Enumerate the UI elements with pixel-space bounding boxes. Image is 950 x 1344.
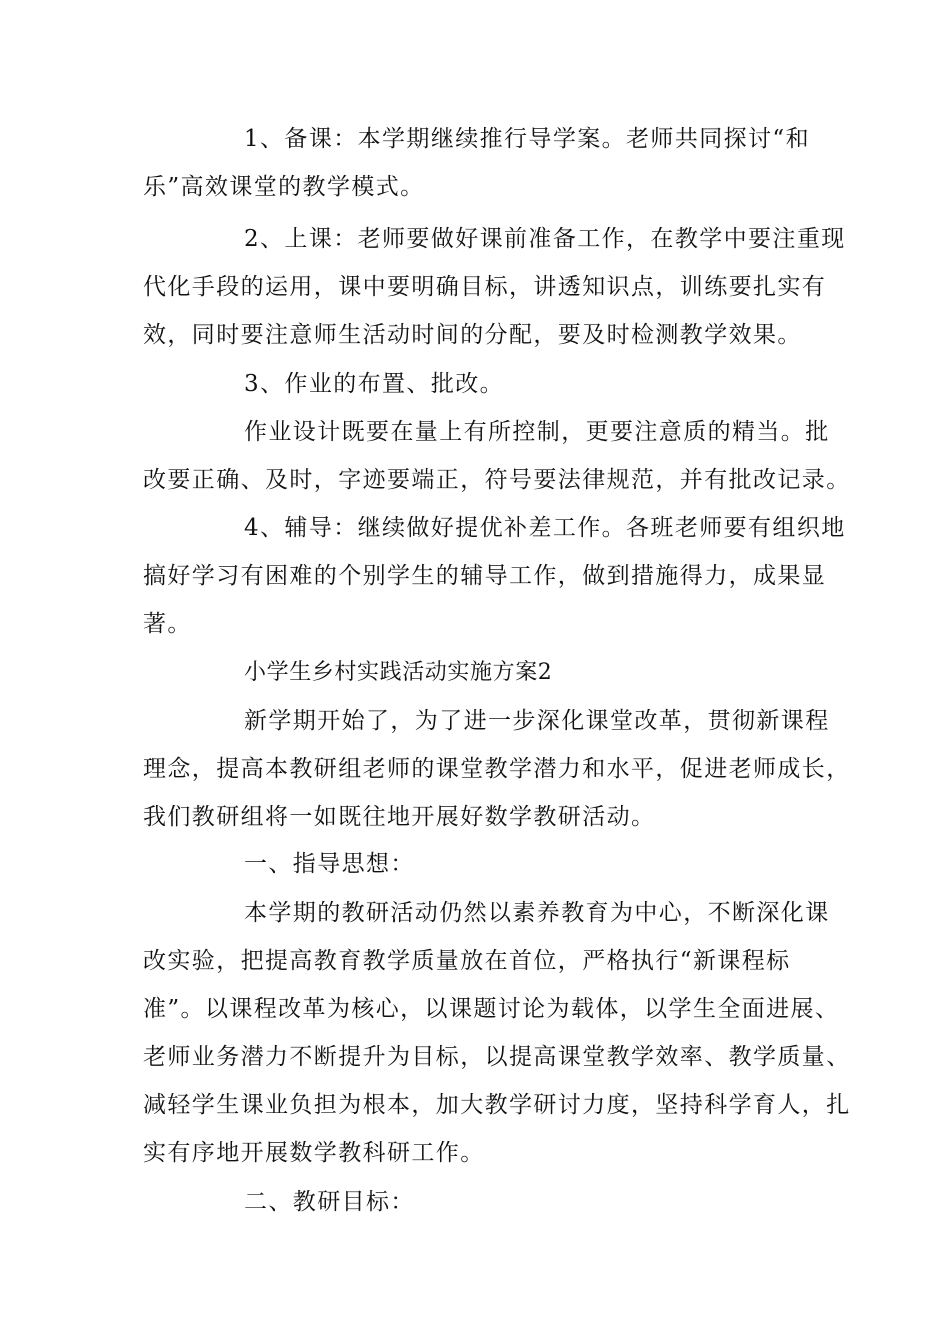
paragraph-line: 乐”高效课堂的教学模式。 [143, 174, 425, 200]
paragraph-line: 理念，提高本教研组老师的课堂教学潜力和水平，促进老师成长， [143, 756, 851, 782]
paragraph-line: 4、辅导：继续做好提优补差工作。各班老师要有组织地 [244, 515, 846, 541]
paragraph-line: 搞好学习有困难的个别学生的辅导工作，做到措施得力，成果显 [143, 563, 827, 589]
paragraph-line: 1、备课：本学期继续推行导学案。老师共同探讨“和 [244, 126, 810, 152]
paragraph-line: 改实验，把提高教育教学质量放在首位，严格执行“新课程标 [143, 948, 791, 974]
paragraph-line: 作业设计既要在量上有所控制，更要注意质的精当。批 [244, 419, 830, 445]
section-heading: 一、指导思想： [244, 851, 415, 877]
section-heading: 二、教研目标： [244, 1189, 415, 1215]
paragraph-line: 本学期的教研活动仍然以素养教育为中心，不断深化课 [244, 900, 830, 926]
paragraph-line: 减轻学生课业负担为根本，加大教学研讨力度，坚持科学育人，扎 [143, 1092, 851, 1118]
paragraph-line: 2、上课：老师要做好课前准备工作，在教学中要注重现 [244, 226, 846, 252]
paragraph-line: 3、作业的布置、批改。 [244, 371, 505, 397]
paragraph-line: 新学期开始了，为了进一步深化课堂改革，贯彻新课程 [244, 708, 830, 734]
paragraph-line: 代化手段的运用，课中要明确目标，讲透知识点，训练要扎实有 [143, 274, 827, 300]
paragraph-line: 准”。以课程改革为核心，以课题讨论为载体，以学生全面进展、 [143, 996, 840, 1022]
paragraph-line: 改要正确、及时，字迹要端正，符号要法律规范，并有批改记录。 [143, 467, 851, 493]
section-title: 小学生乡村实践活动实施方案2 [244, 660, 553, 685]
paragraph-line: 效，同时要注意师生活动时间的分配，要及时检测教学效果。 [143, 322, 802, 348]
paragraph-line: 著。 [143, 611, 192, 637]
paragraph-line: 实有序地开展数学教科研工作。 [143, 1140, 485, 1166]
paragraph-line: 老师业务潜力不断提升为目标，以提高课堂教学效率、教学质量、 [143, 1044, 851, 1070]
paragraph-line: 我们教研组将一如既往地开展好数学教研活动。 [143, 804, 656, 830]
